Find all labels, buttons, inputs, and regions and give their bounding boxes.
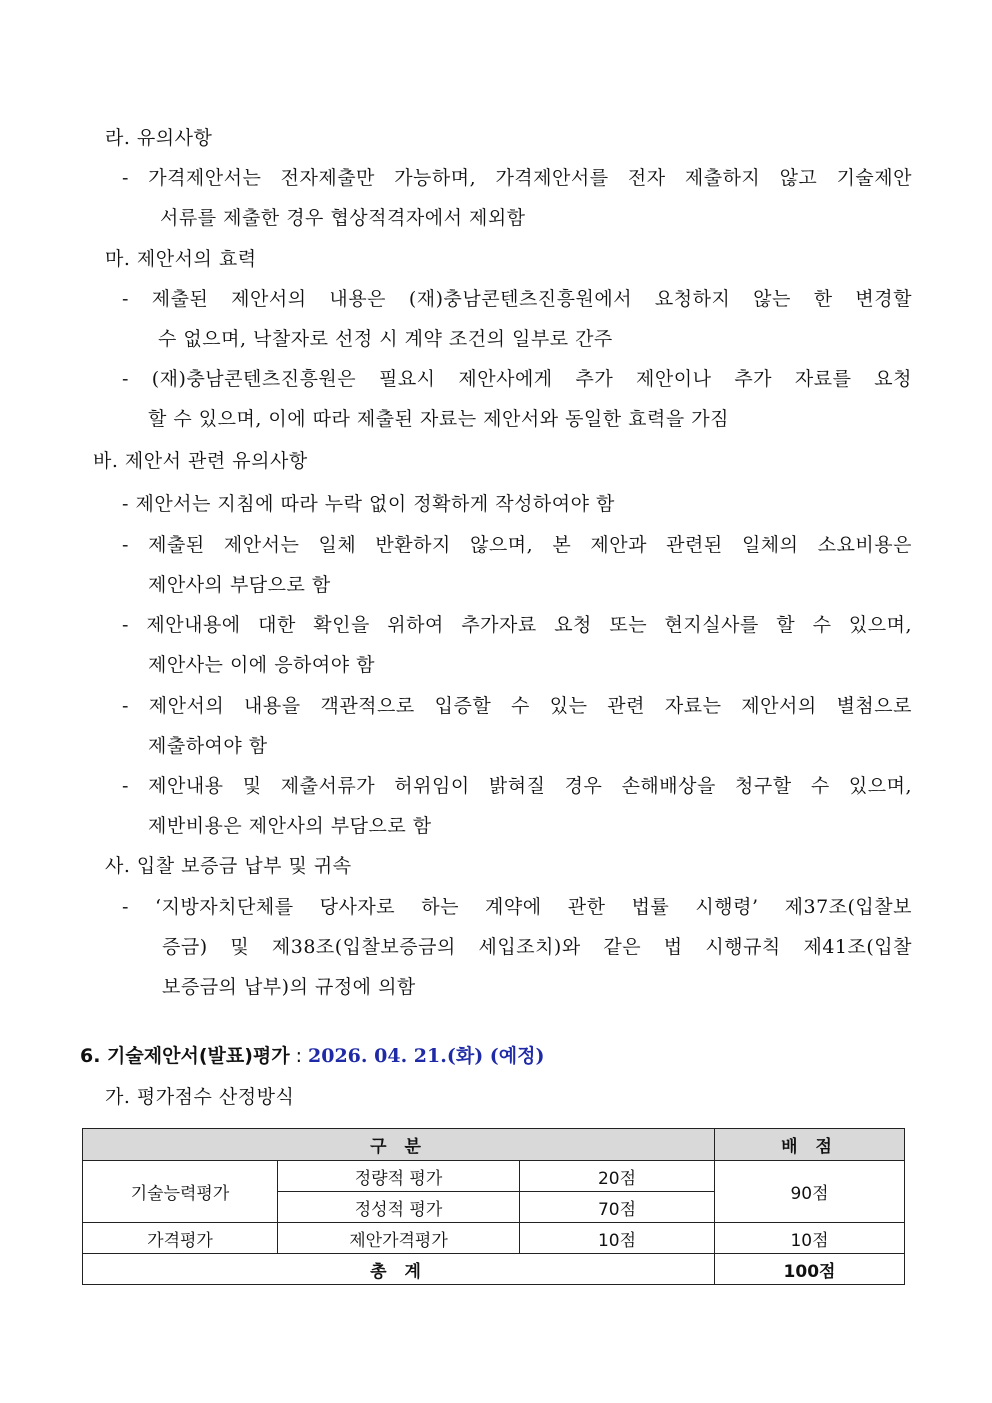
ba-item-2-line-1: - 제출된 제안서는 일체 반환하지 않으며, 본 제안과 관련된 일체의 소요비용은 <box>122 534 912 556</box>
header-score: 배 점 <box>715 1129 905 1161</box>
evaluation-score-table <box>82 1128 905 1285</box>
section-6-heading <box>80 1042 545 1070</box>
ba-item-5-line-1: - 제안내용 및 제출서류가 허위임이 밝혀질 경우 손해배상을 청구할 수 있으며, <box>122 775 912 797</box>
row1-group: 기술능력평가 <box>83 1161 278 1223</box>
heading-ma: 마. 제안서의 효력 <box>105 248 257 270</box>
ba-item-2-line-2: 제안사의 부담으로 함 <box>148 574 331 596</box>
section-6-title: 6. 기술제안서(발표)평가 <box>80 1045 290 1067</box>
ma-item-2-line-2: 할 수 있으며, 이에 따라 제출된 자료는 제안서와 동일한 효력을 가짐 <box>148 408 729 430</box>
ba-item-4-line-2: 제출하여야 함 <box>148 735 268 757</box>
row2-total: 10점 <box>715 1223 905 1254</box>
table-row <box>83 1161 905 1192</box>
row1b-points: 70점 <box>520 1192 715 1223</box>
table-total-row <box>83 1254 905 1285</box>
section-6-separator: : <box>295 1045 303 1067</box>
row1-total: 90점 <box>715 1161 905 1223</box>
ba-item-3-line-2: 제안사는 이에 응하여야 함 <box>148 654 376 676</box>
ba-item-3-line-1: - 제안내용에 대한 확인을 위하여 추가자료 요청 또는 현지실사를 할 수 있으며, <box>122 614 912 636</box>
row2-item: 제안가격평가 <box>278 1223 520 1254</box>
header-category: 구 분 <box>83 1129 715 1161</box>
sa-item-1-line-1: - ‘지방자치단체를 당사자로 하는 계약에 관한 법률 시행령’ 제37조(입찰보 <box>122 896 912 918</box>
ma-item-1-line-2: 수 없으며, 낙찰자로 선정 시 계약 조건의 일부로 간주 <box>158 328 613 350</box>
total-value: 100점 <box>715 1254 905 1285</box>
section-6-date: 2026. 04. 21.(화) (예정) <box>308 1045 545 1067</box>
total-label: 총 계 <box>83 1254 715 1285</box>
sa-item-1-line-3: 보증금의 납부)의 규정에 의함 <box>162 976 416 998</box>
section-6-subheading: 가. 평가점수 산정방식 <box>105 1086 295 1108</box>
row2-points: 10점 <box>520 1223 715 1254</box>
heading-ba: 바. 제안서 관련 유의사항 <box>93 450 308 472</box>
ma-item-2-line-1: - (재)충남콘텐츠진흥원은 필요시 제안사에게 추가 제안이나 추가 자료를 요청 <box>122 368 912 390</box>
heading-ra: 라. 유의사항 <box>105 127 213 149</box>
row1b-item: 정성적 평가 <box>278 1192 520 1223</box>
row1a-item: 정량적 평가 <box>278 1161 520 1192</box>
ra-item-1-line-1: - 가격제안서는 전자제출만 가능하며, 가격제안서를 전자 제출하지 않고 기술제안 <box>122 167 912 189</box>
ba-item-4-line-1: - 제안서의 내용을 객관적으로 입증할 수 있는 관련 자료는 제안서의 별첨으로 <box>122 695 912 717</box>
ra-item-1-line-2: 서류를 제출한 경우 협상적격자에서 제외함 <box>160 207 526 229</box>
ba-item-1-line-1: - 제안서는 지침에 따라 누락 없이 정확하게 작성하여야 함 <box>122 493 615 515</box>
row2-group: 가격평가 <box>83 1223 278 1254</box>
heading-sa: 사. 입찰 보증금 납부 및 귀속 <box>105 855 352 877</box>
row1a-points: 20점 <box>520 1161 715 1192</box>
sa-item-1-line-2: 증금) 및 제38조(입찰보증금의 세입조치)와 같은 법 시행규칙 제41조(입찰 <box>162 936 912 958</box>
ba-item-5-line-2: 제반비용은 제안사의 부담으로 함 <box>148 815 432 837</box>
table-header-row <box>83 1129 905 1161</box>
table-row <box>83 1223 905 1254</box>
ma-item-1-line-1: - 제출된 제안서의 내용은 (재)충남콘텐츠진흥원에서 요청하지 않는 한 변경할 <box>122 288 912 310</box>
